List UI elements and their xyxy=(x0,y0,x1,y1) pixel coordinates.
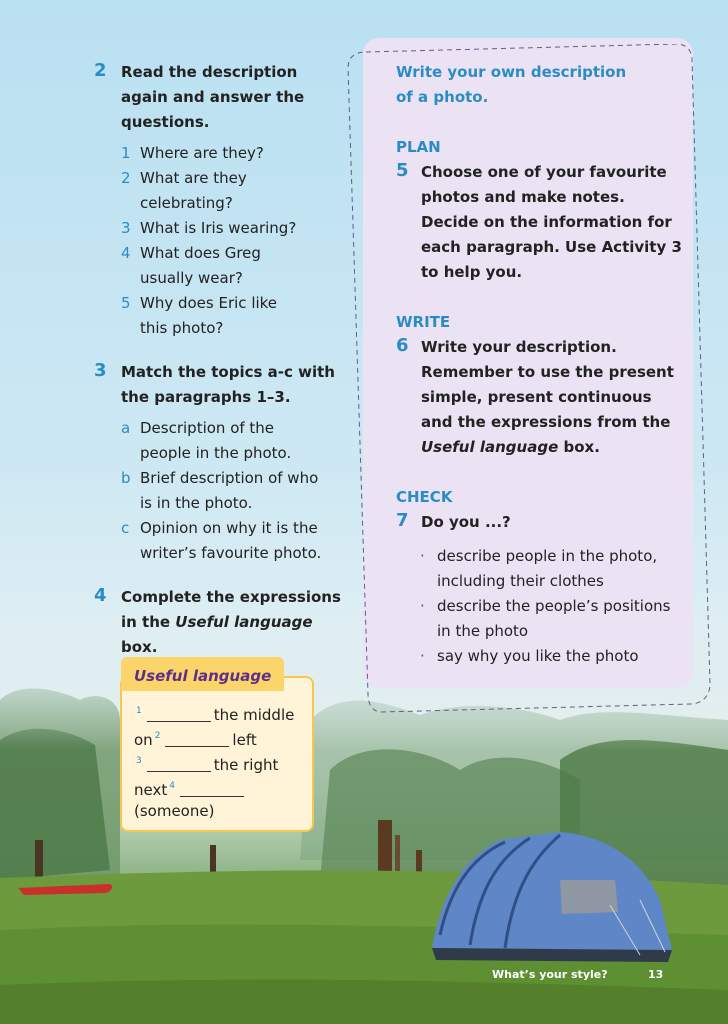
exercise-number: 7 xyxy=(396,510,409,531)
list-item: · say why you like the photo xyxy=(420,644,690,669)
exercise-number: 4 xyxy=(94,585,107,606)
bullet-icon: · xyxy=(420,547,425,565)
list-item: · describe the people’s positions in the photo xyxy=(420,594,690,644)
exercise-number: 3 xyxy=(94,360,107,381)
check-heading: CHECK xyxy=(396,488,453,506)
list-item: 4 What does Greg usually wear? xyxy=(121,244,261,287)
exercise-3 xyxy=(94,360,354,566)
exercise-2 xyxy=(94,60,354,341)
answer-blank[interactable] xyxy=(147,707,211,722)
exercise-heading: Read the description again and answer the questions. xyxy=(121,63,305,131)
useful-language-line: on $^2$ left xyxy=(134,731,257,749)
useful-language-line: $^3$ the right xyxy=(136,756,279,774)
answer-blank[interactable] xyxy=(165,732,229,747)
exercise-number: 2 xyxy=(94,60,107,81)
topic-list xyxy=(121,416,354,566)
exercise-heading: Match the topics a-c with the paragraphs 1–3. xyxy=(121,363,335,406)
exercise-number: 5 xyxy=(396,160,409,181)
list-item: a Description of the people in the photo. xyxy=(121,419,292,462)
checklist xyxy=(420,544,690,669)
exercise-number: 6 xyxy=(396,335,409,356)
list-item: 5 Why does Eric like this photo? xyxy=(121,294,278,337)
bullet-icon: · xyxy=(420,597,425,615)
useful-language-title: Useful language xyxy=(121,657,284,691)
exercise-6: 6 Write your description. Remember to use the present simple, present continuous and the expressions from the Useful language box. xyxy=(396,335,674,456)
unit-title: What’s your style? xyxy=(492,968,608,981)
plan-heading: PLAN xyxy=(396,138,441,156)
exercise-4 xyxy=(94,585,354,660)
useful-language-line: (someone) xyxy=(134,802,215,820)
list-item: 3 What is Iris wearing? xyxy=(121,219,297,237)
page-number: 13 xyxy=(648,968,664,981)
useful-language-line: $^1$ the middle xyxy=(136,706,295,724)
answer-blank[interactable] xyxy=(180,782,244,797)
list-item: · describe people in the photo, including their clothes xyxy=(420,544,690,594)
panel-title: Write your own description of a photo. xyxy=(396,63,627,106)
useful-language-line: next $^4$ xyxy=(134,774,247,803)
write-heading: WRITE xyxy=(396,313,451,331)
exercise-7: 7 Do you ...? xyxy=(396,510,511,531)
exercise-5: 5 Choose one of your favourite photos and make notes. Decide on the information for each paragraph. Use Activity 3 to help you. xyxy=(396,160,682,281)
list-item: 1 Where are they? xyxy=(121,144,264,162)
exercise-heading: Complete the expressions in the Useful language box. xyxy=(121,588,341,656)
list-item: c Opinion on why it is the writer’s favourite photo. xyxy=(121,519,322,562)
list-item: b Brief description of who is in the photo. xyxy=(121,469,319,512)
question-list xyxy=(121,141,354,341)
list-item: 2 What are they celebrating? xyxy=(121,169,247,212)
answer-blank[interactable] xyxy=(147,757,211,772)
bullet-icon: · xyxy=(420,647,425,665)
